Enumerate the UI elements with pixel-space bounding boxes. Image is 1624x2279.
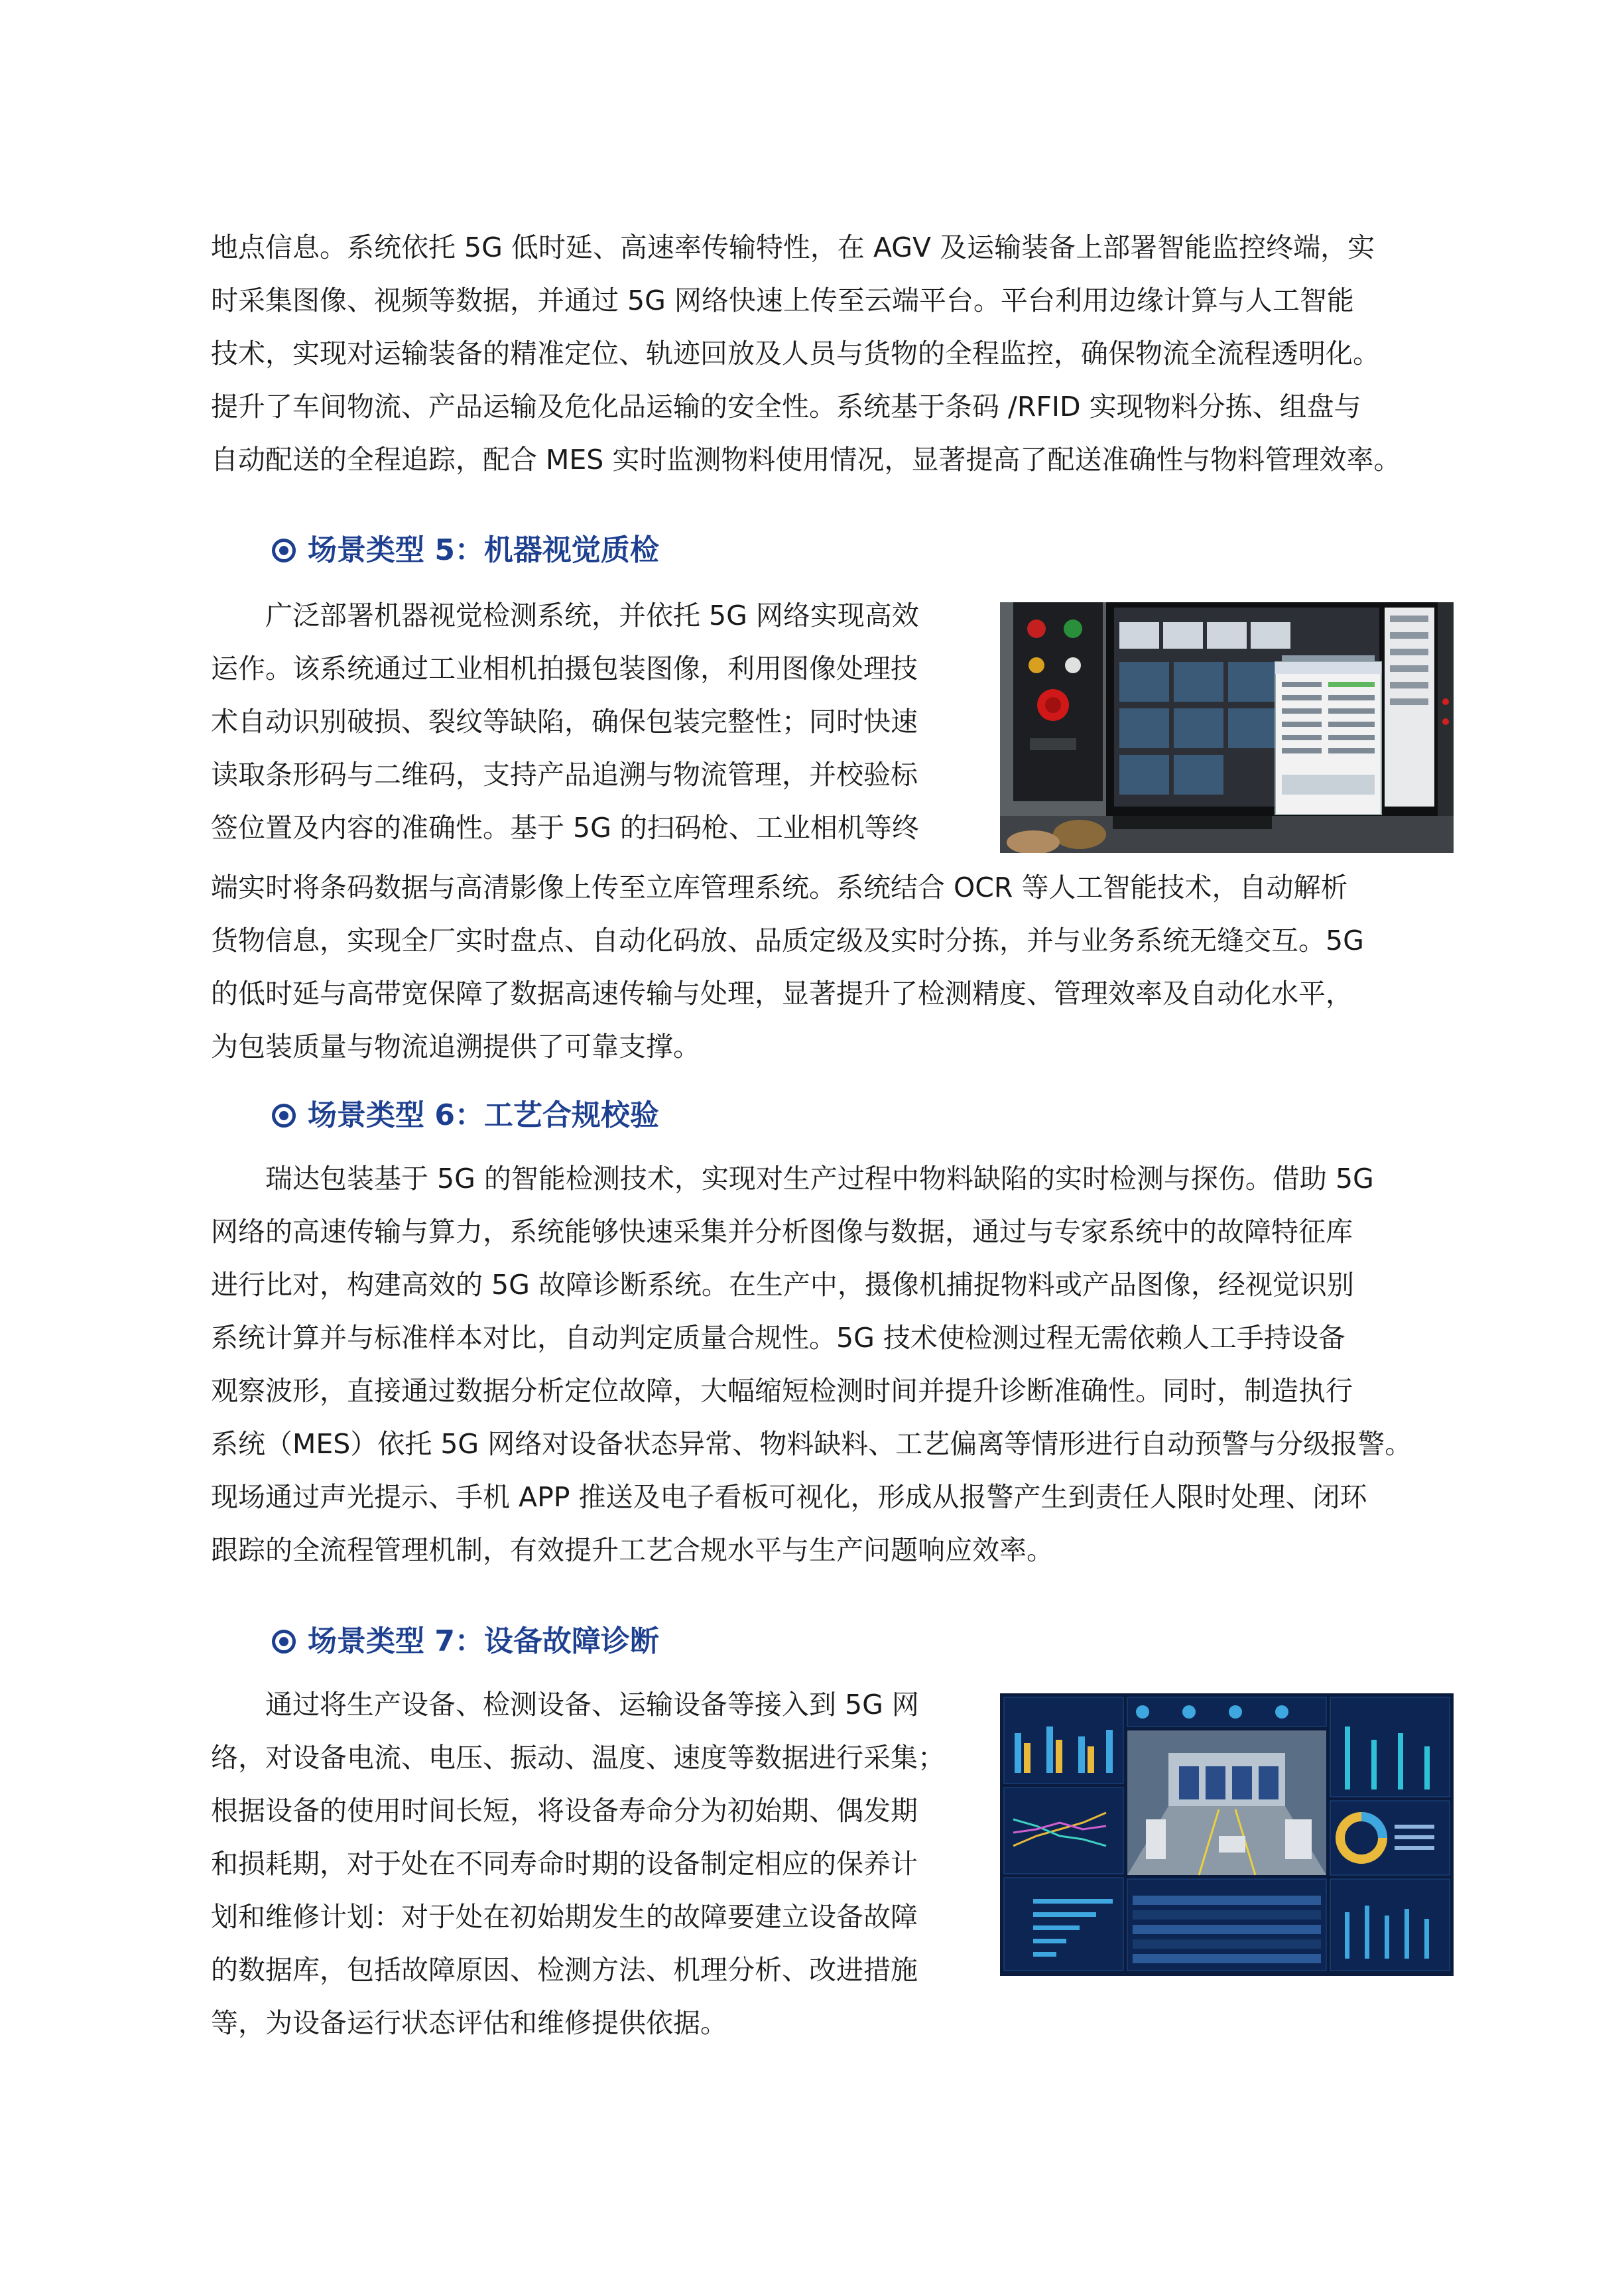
section-6-title: 场景类型 6：工艺合规校验 bbox=[308, 1098, 659, 1132]
text-line: 技术，实现对运输装备的精准定位、轨迹回放及人员与货物的全程监控，确保物流全流程透明化。 bbox=[211, 338, 1380, 369]
text-line: 读取条形码与二维码，支持产品追溯与物流管理，并校验标 bbox=[211, 759, 918, 791]
text-line: 根据设备的使用时间长短，将设备寿命分为初始期、偶发期 bbox=[211, 1795, 918, 1827]
circle-bullet-icon bbox=[272, 1630, 296, 1654]
section-5-title: 场景类型 5：机器视觉质检 bbox=[308, 533, 659, 567]
text-line: 划和维修计划：对于处在初始期发生的故障要建立设备故障 bbox=[211, 1901, 918, 1933]
text-line: 等，为设备运行状态评估和维修提供依据。 bbox=[211, 2007, 727, 2039]
section-6-paragraph bbox=[211, 1152, 1458, 1577]
text-line: 的低时延与高带宽保障了数据高速传输与处理，显著提升了检测精度、管理效率及自动化水平， bbox=[211, 978, 1353, 1009]
equipment-dashboard-image bbox=[1000, 1693, 1454, 1976]
text-line: 现场通过声光提示、手机 APP 推送及电子看板可视化，形成从报警产生到责任人限时处理、闭环 bbox=[211, 1481, 1367, 1513]
section-6-heading bbox=[272, 1096, 659, 1136]
section-5-heading bbox=[272, 531, 659, 570]
text-line: 络，对设备电流、电压、振动、温度、速度等数据进行采集； bbox=[211, 1742, 945, 1774]
intro-paragraph bbox=[211, 221, 1458, 486]
text-line: 术自动识别破损、裂纹等缺陷，确保包装完整性；同时快速 bbox=[211, 706, 918, 738]
text-line: 系统（MES）依托 5G 网络对设备状态异常、物料缺料、工艺偏离等情形进行自动预警与分级报警。 bbox=[211, 1428, 1412, 1460]
section-7-title: 场景类型 7：设备故障诊断 bbox=[308, 1624, 659, 1658]
text-line: 提升了车间物流、产品运输及危化品运输的安全性。系统基于条码 /RFID 实现物料分拣、组盘与 bbox=[211, 391, 1361, 423]
dashboard-illustration bbox=[1000, 1693, 1454, 1976]
circle-bullet-icon bbox=[272, 1104, 296, 1128]
section-5-paragraph-continued bbox=[211, 861, 1458, 1073]
section-7-heading bbox=[272, 1622, 659, 1661]
text-line: 系统计算并与标准样本对比，自动判定质量合规性。5G 技术使检测过程无需依赖人工手持设备 bbox=[211, 1322, 1345, 1354]
text-line: 进行比对，构建高效的 5G 故障诊断系统。在生产中，摄像机捕捉物料或产品图像，经视觉识别 bbox=[211, 1269, 1354, 1301]
text-line: 通过将生产设备、检测设备、运输设备等接入到 5G 网 bbox=[265, 1689, 919, 1721]
text-line: 瑞达包装基于 5G 的智能检测技术，实现对生产过程中物料缺陷的实时检测与探伤。借助 5G bbox=[265, 1163, 1374, 1195]
text-line: 地点信息。系统依托 5G 低时延、高速率传输特性，在 AGV 及运输装备上部署智能监控终端，实 bbox=[211, 231, 1375, 263]
text-line: 跟踪的全流程管理机制，有效提升工艺合规水平与生产问题响应效率。 bbox=[211, 1534, 1054, 1566]
text-line: 为包装质量与物流追溯提供了可靠支撑。 bbox=[211, 1031, 700, 1063]
text-line: 端实时将条码数据与高清影像上传至立库管理系统。系统结合 OCR 等人工智能技术，自动解析 bbox=[211, 872, 1348, 903]
section-5-wrapped-paragraph bbox=[211, 589, 980, 854]
text-line: 和损耗期，对于处在不同寿命时期的设备制定相应的保养计 bbox=[211, 1848, 918, 1880]
text-line: 网络的高速传输与算力，系统能够快速采集并分析图像与数据，通过与专家系统中的故障特征库 bbox=[211, 1216, 1353, 1248]
circle-bullet-icon bbox=[272, 539, 296, 562]
section-7-paragraph bbox=[211, 1678, 980, 2050]
machine-vision-photo bbox=[1000, 602, 1454, 853]
text-line: 自动配送的全程追踪，配合 MES 实时监测物料使用情况，显著提高了配送准确性与物料管理效率。 bbox=[211, 444, 1401, 476]
text-line: 签位置及内容的准确性。基于 5G 的扫码枪、工业相机等终 bbox=[211, 812, 919, 844]
text-line: 货物信息，实现全厂实时盘点、自动化码放、品质定级及实时分拣，并与业务系统无缝交互。5G bbox=[211, 925, 1364, 956]
text-line: 运作。该系统通过工业相机拍摄包装图像，利用图像处理技 bbox=[211, 653, 918, 684]
text-line: 的数据库，包括故障原因、检测方法、机理分析、改进措施 bbox=[211, 1954, 918, 1986]
text-line: 广泛部署机器视觉检测系统，并依托 5G 网络实现高效 bbox=[265, 600, 919, 631]
machine-vision-illustration bbox=[1000, 602, 1454, 853]
text-line: 观察波形，直接通过数据分析定位故障，大幅缩短检测时间并提升诊断准确性。同时，制造执行 bbox=[211, 1375, 1353, 1407]
text-line: 时采集图像、视频等数据，并通过 5G 网络快速上传至云端平台。平台利用边缘计算与人工智能 bbox=[211, 285, 1354, 316]
